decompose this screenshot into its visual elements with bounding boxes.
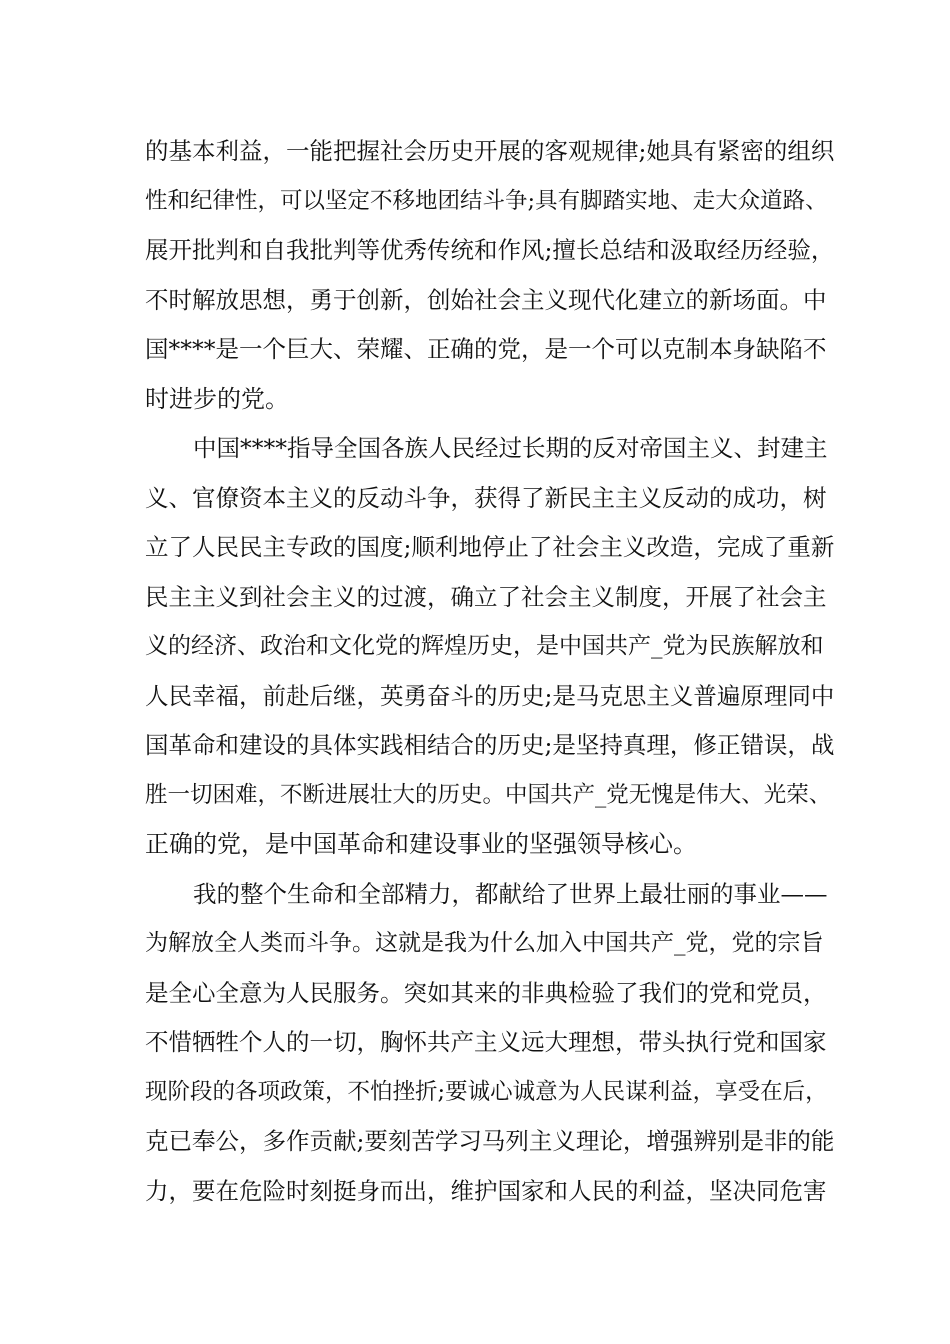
paragraph-2 xyxy=(145,424,835,870)
text-line: 现阶段的各项政策，不怕挫折;要诚心诚意为人民谋利益，享受在后， xyxy=(145,1078,828,1105)
text-line: 义的经济、政治和文化党的辉煌历史，是中国共产_党为民族解放和 xyxy=(145,633,824,659)
text-line: 不时解放思想，勇于创新，创始社会主义现代化建立的新场面。中 xyxy=(145,285,827,314)
text-line: 的基本利益，一能把握社会历史开展的客观规律;她具有紧密的组织 xyxy=(145,137,835,165)
text-line: 不惜牺牲个人的一切，胸怀共产主义远大理想，带头执行党和国家 xyxy=(145,1028,827,1056)
text-line: 是全心全意为人民服务。突如其来的非典检验了我们的党和党员， xyxy=(145,978,827,1007)
text-line: 时进步的党。 xyxy=(145,384,289,413)
text-line: 义、官僚资本主义的反动斗争，获得了新民主主义反动的成功，树 xyxy=(145,483,827,512)
text-line: 胜一切困难，不断进展壮大的历史。中国共产_党无愧是伟大、光荣、 xyxy=(145,781,832,808)
text-line: 正确的党，是中国革命和建设事业的坚强领导核心。 xyxy=(145,830,697,858)
text-line: 力，要在危险时刻挺身而出，维护国家和人民的利益，坚决同危害 xyxy=(145,1176,827,1205)
text-line: 展开批判和自我批判等优秀传统和作风;擅长总结和汲取经历经验， xyxy=(145,236,835,264)
paragraph-1 xyxy=(145,127,835,424)
text-line: 国****是一个巨大、荣耀、正确的党，是一个可以克制本身缺陷不 xyxy=(145,335,827,363)
text-line-first: 中国****指导全国各族人民经过长期的反对帝国主义、封建主 xyxy=(193,434,828,462)
text-line-first: 我的整个生命和全部精力，都献给了世界上最壮丽的事业—— xyxy=(193,879,828,908)
text-line: 为解放全人类而斗争。这就是我为什么加入中国共产_党，党的宗旨 xyxy=(145,930,824,956)
paragraph-3 xyxy=(145,870,835,1217)
text-line: 人民幸福，前赴后继，英勇奋斗的历史;是马克思主义普遍原理同中 xyxy=(145,681,835,710)
text-line: 克已奉公，多作贡献;要刻苦学习马列主义理论，增强辨别是非的能 xyxy=(145,1127,835,1155)
text-line: 国革命和建设的具体实践相结合的历史;是坚持真理，修正错误，战 xyxy=(145,731,835,759)
text-line: 性和纪律性，可以坚定不移地团结斗争;具有脚踏实地、走大众道路、 xyxy=(145,187,828,214)
text-line: 立了人民民主专政的国度;顺利地停止了社会主义改造，完成了重新 xyxy=(145,533,835,561)
document-body xyxy=(145,127,835,1216)
text-line: 民主主义到社会主义的过渡，确立了社会主义制度，开展了社会主 xyxy=(145,582,827,611)
